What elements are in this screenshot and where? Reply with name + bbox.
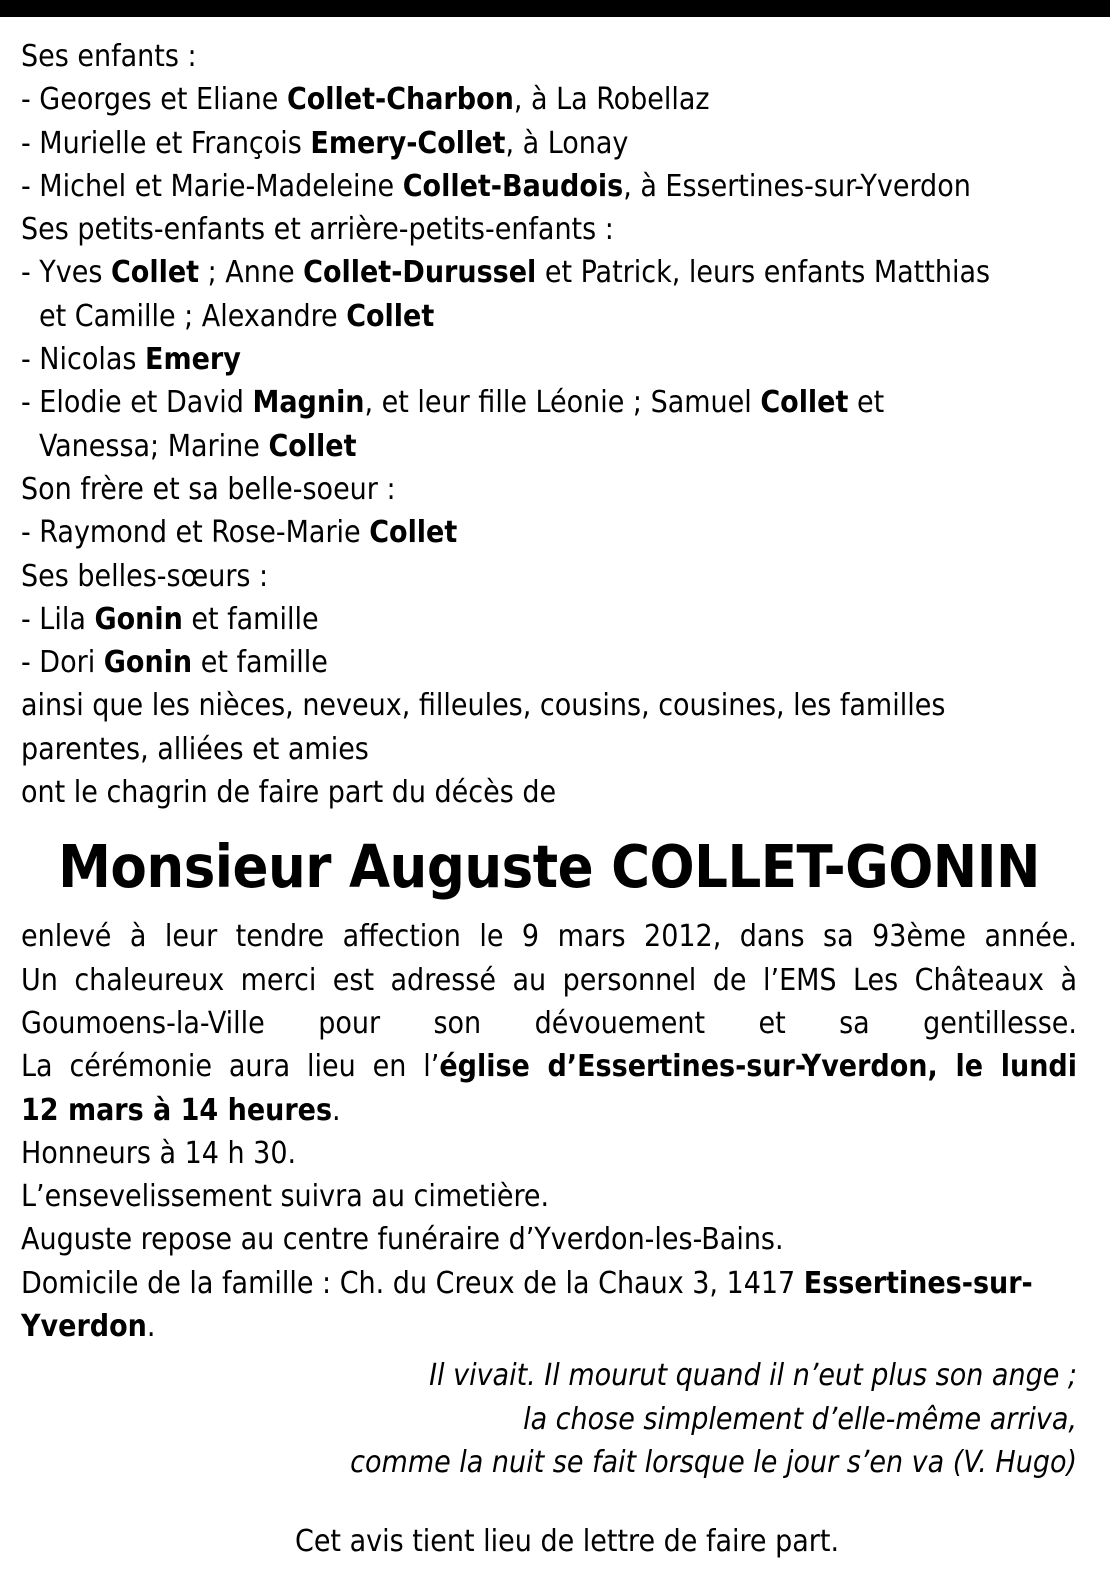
grandchildren-entry	[21, 381, 1077, 424]
entry-text: - Nicolas	[21, 342, 146, 378]
grandchildren-entry	[21, 251, 1077, 294]
burial-line: L’ensevelissement suivra au cimetière.	[21, 1179, 550, 1215]
family-name: Emery	[145, 342, 241, 378]
entry-text: , à Essertines-sur-Yverdon	[623, 168, 971, 204]
ceremony-time: 12 mars à 14 heures	[21, 1092, 333, 1128]
entry-text: , à La Robellaz	[513, 82, 710, 118]
quote-line: Il vivait. Il mourut quand il n’eut plus son ange ;	[429, 1358, 1077, 1394]
entry-text: et Camille ; Alexandre	[39, 298, 347, 334]
family-name: Collet-Baudois	[402, 168, 624, 204]
family-name: Emery-Collet	[310, 125, 506, 161]
grandchildren-entry-continued	[21, 295, 1077, 338]
sisters-in-law-entry	[21, 598, 1077, 641]
entry-text: , et leur fille Léonie ; Samuel	[364, 385, 761, 421]
quote-line: comme la nuit se fait lorsque le jour s’en va (V. Hugo)	[350, 1444, 1077, 1480]
details-line: Goumoens-la-Ville pour son dévouement et sa gentillesse.	[21, 1005, 1077, 1041]
entry-text: - Elodie et David	[21, 385, 253, 421]
closing-note: Cet avis tient lieu de lettre de faire part.	[294, 1524, 840, 1560]
entry-text: et	[848, 385, 885, 421]
grandchildren-entry-continued	[21, 425, 1077, 468]
children-heading: Ses enfants :	[21, 39, 197, 74]
brother-entry	[21, 511, 1077, 554]
entry-text: , à Lonay	[505, 125, 629, 161]
ceremony-place-date: église d’Essertines-sur-Yverdon, le lundi	[439, 1049, 1077, 1085]
family-name: Collet	[760, 385, 849, 421]
entry-text: et Patrick, leurs enfants Matthias	[536, 255, 991, 291]
poem-quote	[21, 1354, 1077, 1484]
children-entry	[21, 78, 1077, 121]
domicile-line	[21, 1305, 1077, 1348]
ceremony-line	[21, 1089, 1077, 1132]
entry-text: - Dori	[21, 645, 104, 681]
family-name: Collet	[369, 515, 458, 551]
family-name: Collet	[111, 255, 200, 291]
entry-text: - Michel et Marie-Madeleine	[21, 168, 403, 204]
relatives-line: parentes, alliées et amies	[21, 731, 369, 767]
honours-line: Honneurs à 14 h 30.	[21, 1135, 297, 1171]
grandchildren-heading: Ses petits-enfants et arrière-petits-enfants :	[21, 212, 614, 248]
entry-text: - Raymond et Rose-Marie	[21, 515, 370, 551]
family-name: Collet-Charbon	[286, 82, 514, 118]
entry-text: - Murielle et François	[21, 125, 311, 161]
family-name: Gonin	[94, 601, 183, 637]
sisters-in-law-entry	[21, 641, 1077, 684]
children-entry	[21, 122, 1077, 165]
family-name: Gonin	[103, 645, 193, 681]
ceremony-text: .	[332, 1092, 341, 1128]
family-name: Collet-Durussel	[303, 255, 537, 291]
family-name: Collet	[346, 298, 435, 334]
deceased-name-heading: Monsieur Auguste COLLET-GONIN	[58, 832, 1040, 902]
brother-heading: Son frère et sa belle-soeur :	[21, 471, 396, 507]
entry-text: et famille	[182, 601, 319, 637]
entry-text: - Yves	[21, 255, 111, 291]
entry-text: Vanessa; Marine	[39, 428, 269, 464]
domicile-town: Essertines-sur-	[803, 1265, 1033, 1301]
family-name: Collet	[268, 428, 357, 464]
top-border-bar	[0, 0, 1110, 17]
ceremony-line	[21, 1045, 1077, 1088]
domicile-town: Yverdon	[21, 1309, 147, 1345]
relatives-line: ainsi que les nièces, neveux, filleules, cousins, cousines, les familles	[21, 688, 946, 724]
grandchildren-entry	[21, 338, 1077, 381]
entry-text: ; Anne	[199, 255, 304, 291]
announcement-line: ont le chagrin de faire part du décès de	[21, 775, 557, 811]
family-name: Magnin	[252, 385, 365, 421]
entry-text: et famille	[192, 645, 328, 681]
entry-text: - Georges et Eliane	[21, 82, 287, 118]
domicile-text: .	[146, 1309, 156, 1345]
sisters-in-law-heading: Ses belles-sœurs :	[21, 558, 269, 594]
details-line: Un chaleureux merci est adressé au personnel de l’EMS Les Châteaux à	[21, 962, 1077, 998]
domicile-line	[21, 1262, 1077, 1305]
quote-line: la chose simplement d’elle-même arriva,	[523, 1401, 1077, 1437]
details-line: enlevé à leur tendre affection le 9 mars 2012, dans sa 93ème année.	[21, 919, 1077, 955]
obituary-notice	[21, 35, 1077, 1564]
rests-line: Auguste repose au centre funéraire d’Yverdon-les-Bains.	[21, 1222, 784, 1258]
entry-text: - Lila	[21, 601, 95, 637]
domicile-text: Domicile de la famille : Ch. du Creux de la Chaux 3, 1417	[21, 1265, 804, 1301]
ceremony-text: La cérémonie aura lieu en l’	[21, 1049, 440, 1085]
children-entry	[21, 165, 1077, 208]
